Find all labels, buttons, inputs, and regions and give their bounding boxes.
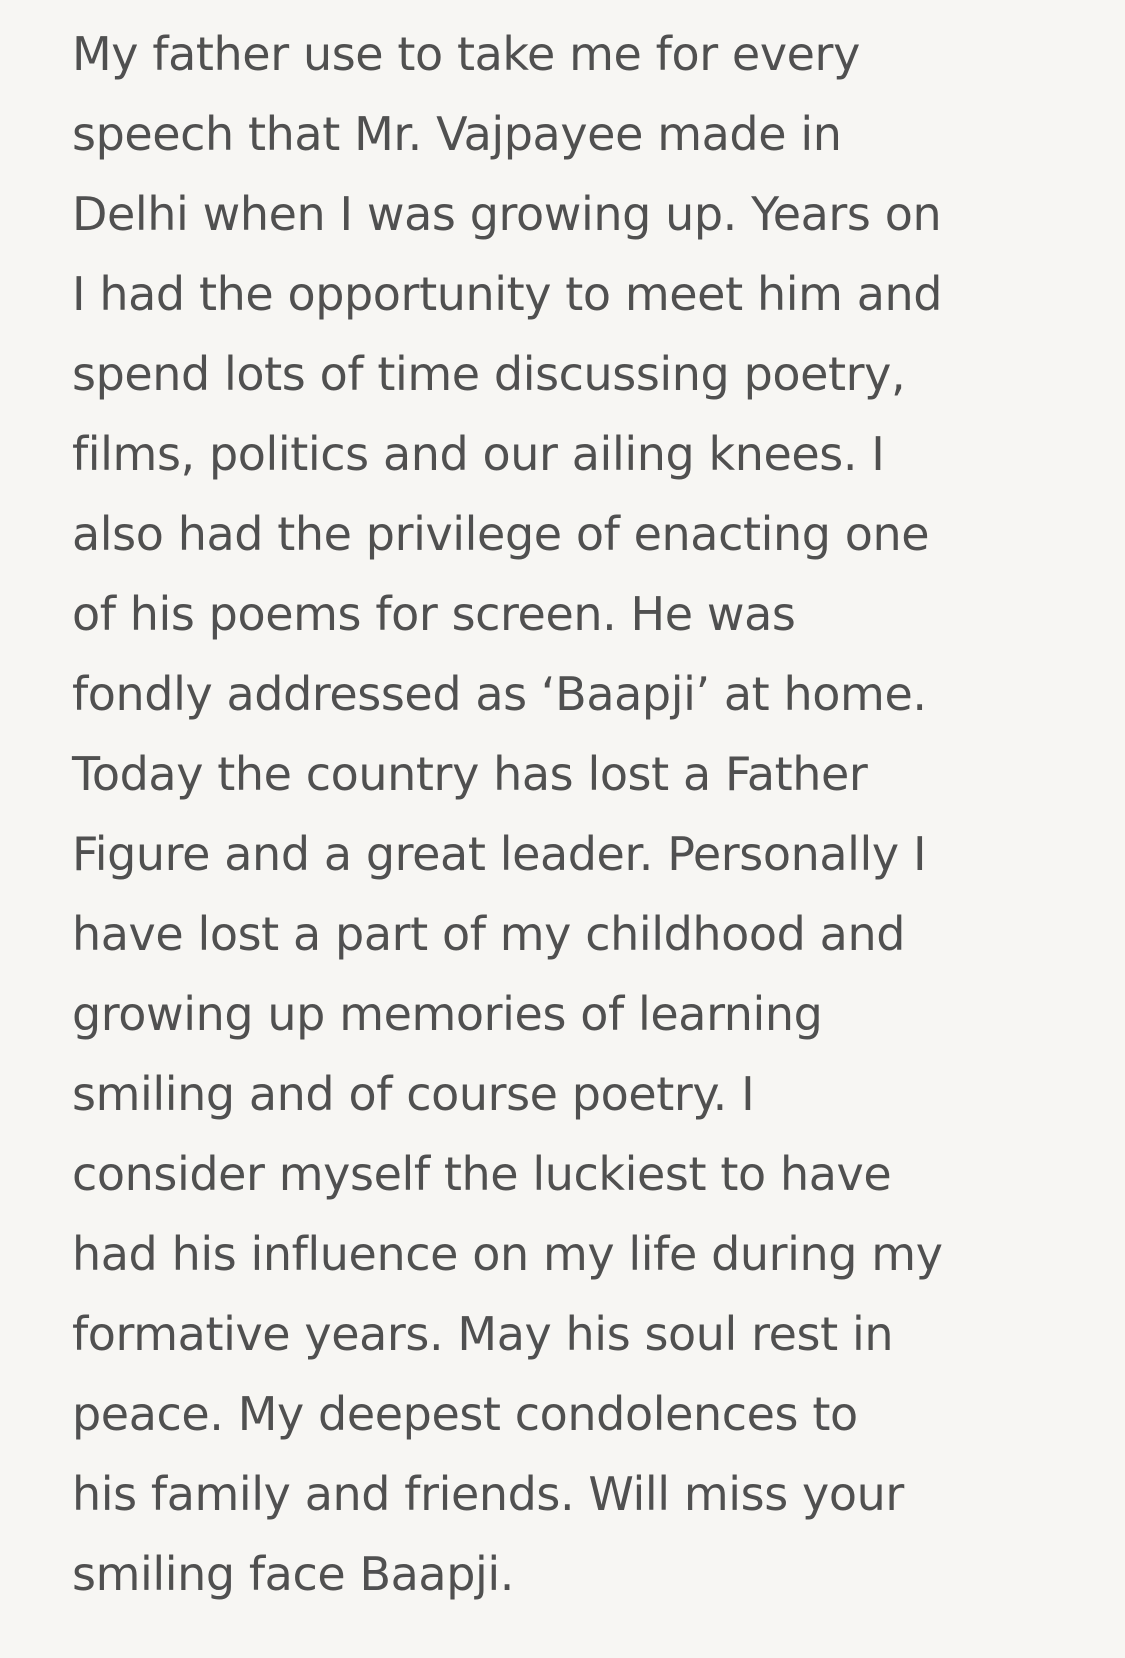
- note-line: consider myself the luckiest to have: [72, 1147, 892, 1201]
- note-line: smiling and of course poetry. I: [72, 1067, 755, 1121]
- note-line: had his influence on my life during my: [72, 1227, 943, 1281]
- note-line: fondly addressed as ‘Baapji’ at home.: [72, 667, 927, 721]
- note-body-text: [72, 14, 1125, 1614]
- note-line: Figure and a great leader. Personally I: [72, 827, 927, 881]
- note-line: smiling face Baapji.: [72, 1547, 515, 1601]
- note-line: spend lots of time discussing poetry,: [72, 347, 906, 401]
- note-line: Delhi when I was growing up. Years on: [72, 187, 942, 241]
- note-line: I had the opportunity to meet him and: [72, 267, 943, 321]
- note-line: formative years. May his soul rest in: [72, 1307, 894, 1361]
- note-line: growing up memories of learning: [72, 987, 823, 1041]
- note-line: his family and friends. Will miss your: [72, 1467, 904, 1521]
- note-line: peace. My deepest condolences to: [72, 1387, 858, 1441]
- note-line: also had the privilege of enacting one: [72, 507, 930, 561]
- note-line: speech that Mr. Vajpayee made in: [72, 107, 842, 161]
- note-line: of his poems for screen. He was: [72, 587, 796, 641]
- note-line: have lost a part of my childhood and: [72, 907, 906, 961]
- note-line: films, politics and our ailing knees. I: [72, 427, 885, 481]
- note-line: Today the country has lost a Father: [72, 747, 868, 801]
- note-line: My father use to take me for every: [72, 27, 860, 81]
